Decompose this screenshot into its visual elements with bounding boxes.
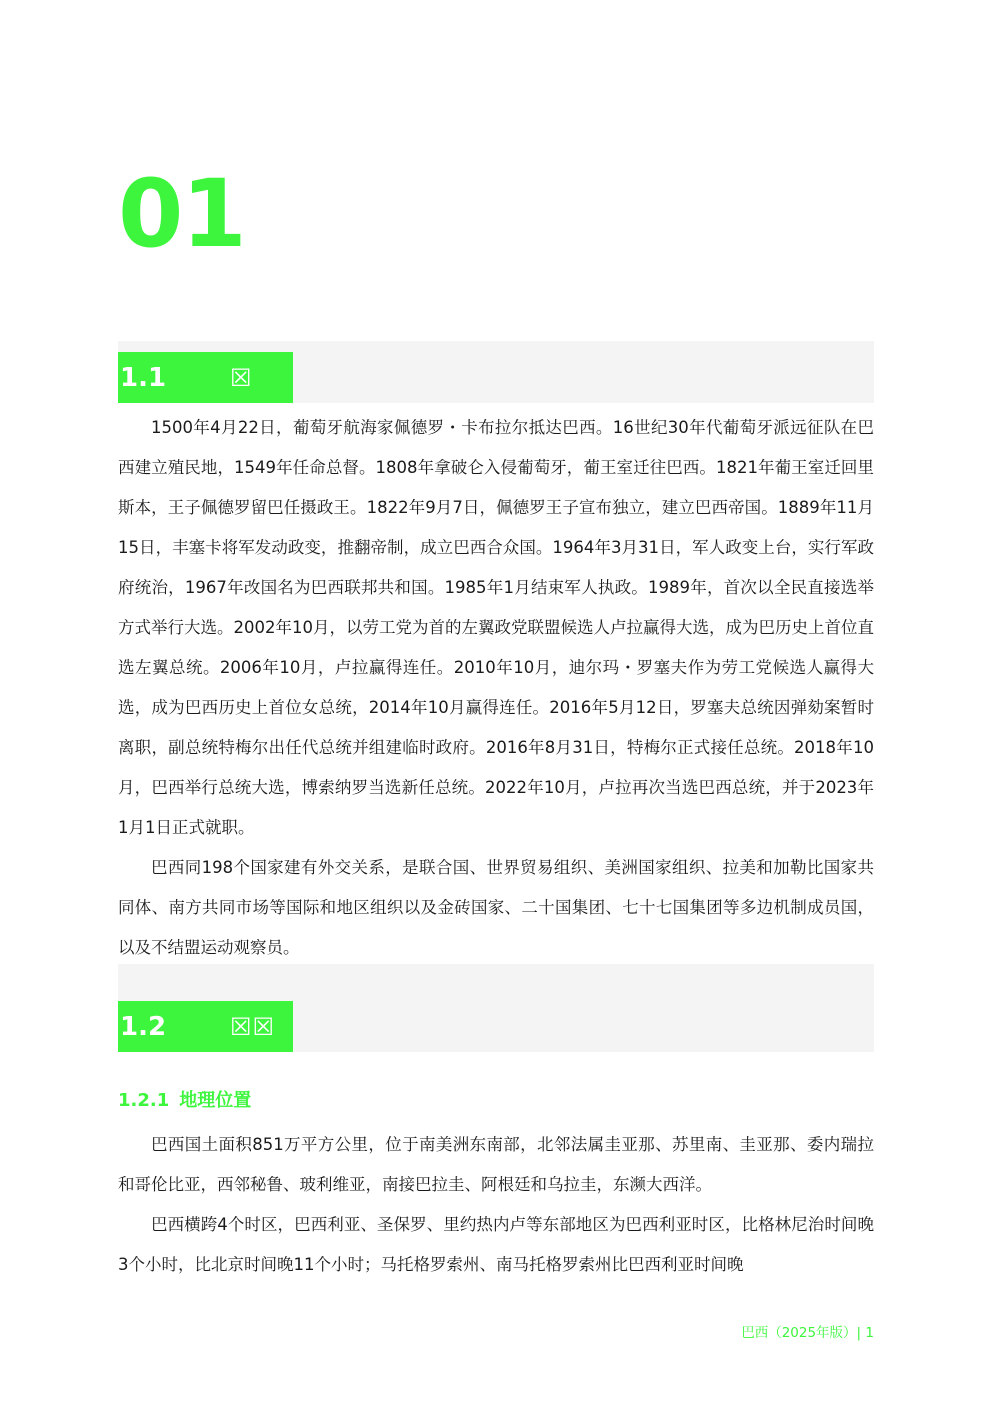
section-tab <box>118 1001 293 1052</box>
paragraph-history: 1500年4月22日，葡萄牙航海家佩德罗・卡布拉尔抵达巴西。16世纪30年代葡萄牙派远征队在巴西建立殖民地，1549年任命总督。1808年拿破仑入侵葡萄牙，葡王室迁往巴西。1821年葡王室迁回里斯本，王子佩德罗留巴任摄政王。1822年9月7日，佩德罗王子宣布独立，建立巴西帝国。1889年11月15日，丰塞卡将军发动政变，推翻帝制，成立巴西合众国。1964年3月31日，军人政变上台，实行军政府统治，1967年改国名为巴西联邦共和国。1985年1月结束军人执政。1989年，首次以全民直接选举方式举行大选。2002年10月，以劳工党为首的左翼政党联盟候选人卢拉赢得大选，成为巴历史上首位直选左翼总统。2006年10月，卢拉赢得连任。2010年10月，迪尔玛・罗塞夫作为劳工党候选人赢得大选，成为巴西历史上首位女总统，2014年10月赢得连任。2016年5月12日，罗塞夫总统因弹劾案暂时离职，副总统特梅尔出任代总统并组建临时政府。2016年8月31日，特梅尔正式接任总统。2018年10月，巴西举行总统大选，博索纳罗当选新任总统。2022年10月，卢拉再次当选巴西总统，并于2023年1月1日正式就职。 <box>118 418 874 837</box>
section-1-1-body <box>118 408 874 968</box>
chapter-number: 01 <box>118 160 245 269</box>
section-title: ☒☒ <box>230 1012 276 1041</box>
paragraph-location: 巴西国土面积851万平方公里，位于南美洲东南部，北邻法属圭亚那、苏里南、圭亚那、委内瑞拉和哥伦比亚，西邻秘鲁、玻利维亚，南接巴拉圭、阿根廷和乌拉圭，东濒大西洋。 <box>118 1135 874 1194</box>
section-tab <box>118 352 293 403</box>
section-1-2-body <box>118 1125 874 1285</box>
paragraph-diplomacy: 巴西同198个国家建有外交关系，是联合国、世界贸易组织、美洲国家组织、拉美和加勒比国家共同体、南方共同市场等国际和地区组织以及金砖国家、二十国集团、七十七国集团等多边机制成员国，以及不结盟运动观察员。 <box>118 858 874 957</box>
section-title: ☒ <box>230 363 253 392</box>
subsection-label: 地理位置 <box>179 1090 252 1111</box>
section-number: 1.1 <box>120 362 167 393</box>
section-number: 1.2 <box>120 1011 167 1042</box>
subsection-title <box>118 1086 261 1116</box>
paragraph-timezone: 巴西横跨4个时区，巴西利亚、圣保罗、里约热内卢等东部地区为巴西利亚时区，比格林尼治时间晚3个小时，比北京时间晚11个小时；马托格罗索州、南马托格罗索州比巴西利亚时间晚 <box>118 1215 874 1274</box>
section-header-1-1 <box>118 341 874 403</box>
subsection-number: 1.2.1 <box>118 1090 170 1111</box>
page-footer: 巴西（2025年版）| 1 <box>741 1325 874 1341</box>
section-header-1-2 <box>118 964 874 1052</box>
